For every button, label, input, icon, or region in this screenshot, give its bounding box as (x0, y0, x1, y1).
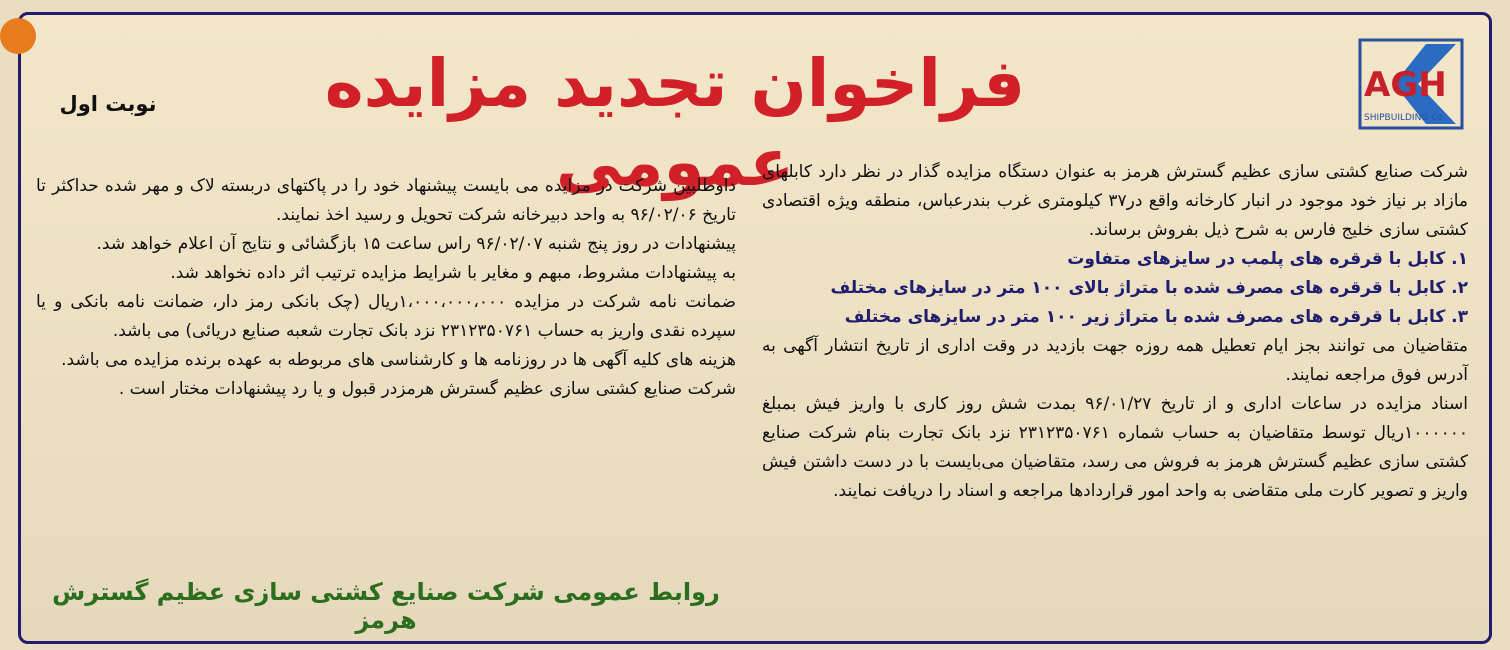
item-3: ۳. کابل با قرقره های مصرف شده با متراژ زیر ۱۰۰ متر در سایزهای مختلف (844, 307, 1468, 327)
submission-paragraph: داوطلبین شرکت در مزایده می بایست پیشنهاد خود را در پاکتهای دربسته لاک و مهر شده حداکثر تا تاریخ ۹۶/۰۲/۰۶ به واحد دبیرخانه شرکت تحویل و رسید اخذ نمایند. (36, 176, 736, 225)
right-column (762, 158, 1468, 506)
guarantee-paragraph: ضمانت نامه شرکت در مزایده ۱،۰۰۰،۰۰۰،۰۰۰ریال (چک بانکی رمز دار، ضمانت نامه بانکی و یا سپرده نقدی واریز به حساب ۲۳۱۲۳۵۰۷۶۱ نزد بانک تجارت شعبه صنایع دریائی) می باشد. (36, 292, 737, 341)
opening-paragraph: پیشنهادات در روز پنج شنبه ۹۶/۰۲/۰۷ راس ساعت ۱۵ بازگشائی و نتایج آن اعلام خواهد شد. (96, 234, 736, 254)
documents-paragraph: اسناد مزایده در ساعات اداری و از تاریخ ۹۶/۰۱/۲۷ بمدت شش روز کاری با واریز فیش بمبلغ ۱۰۰۰۰۰۰ریال توسط متقاضیان به حساب شماره ۲۳۱۲۳۵۰۷۶۱ نزد بانک تجارت بنام شرکت صنایع کشتی سازی عظیم گسترش هرمز به فروش می رسد، متقاضیان می‌بایست با در دست داشتن فیش واریز و تصویر کارت ملی متقاضی به واحد امور قراردادها مراجعه و اسناد را دریافت نمایند. (762, 394, 1468, 501)
orange-corner-dot (0, 18, 36, 54)
conditional-paragraph: به پیشنهادات مشروط، مبهم و مغایر با شرایط مزایده ترتیب اثر داده نخواهد شد. (170, 263, 736, 283)
costs-paragraph: هزینه های کلیه آگهی ها در روزنامه ها و کارشناسی های مربوطه به عهده برنده مزایده می باشد. (61, 350, 736, 370)
intro-paragraph: شرکت صنایع کشتی سازی عظیم گسترش هرمز به عنوان دستگاه مزایده گذار در نظر دارد کابلهای مازاد بر نیاز خود موجود در انبار کارخانه واقع در۳۷ کیلومتری غرب بندرعباس، منطقه ویژه اقتصادی کشتی سازی خلیج فارس به شرح ذیل بفروش برساند. (762, 162, 1468, 240)
visit-paragraph: متقاضیان می توانند بجز ایام تعطیل همه روزه جهت بازدید در وقت اداری از تاریخ انتشار آگهی به آدرس فوق مراجعه نمایند. (762, 336, 1468, 385)
left-column (36, 172, 736, 404)
public-relations-signature: روابط عمومی شرکت صنایع کشتی سازی عظیم گسترش هرمز (52, 578, 720, 634)
logo-subtext: SHIPBUILDING Co (1364, 113, 1443, 123)
rights-paragraph: شرکت صنایع کشتی سازی عظیم گسترش هرمزدر قبول و یا رد پیشنهادات مختار است . (118, 379, 736, 399)
item-2: ۲. کابل با قرقره های مصرف شده با متراژ بالای ۱۰۰ متر در سایزهای مختلف (830, 278, 1468, 298)
company-logo (1356, 36, 1466, 132)
ad-title: فراخوان تجدید مزایده عمومی (324, 45, 1026, 202)
logo-text: AGH (1364, 65, 1447, 105)
item-1: ۱. کابل با قرقره های پلمب در سایزهای متفاوت (1067, 249, 1468, 269)
round-label: نوبت اول (59, 92, 157, 116)
